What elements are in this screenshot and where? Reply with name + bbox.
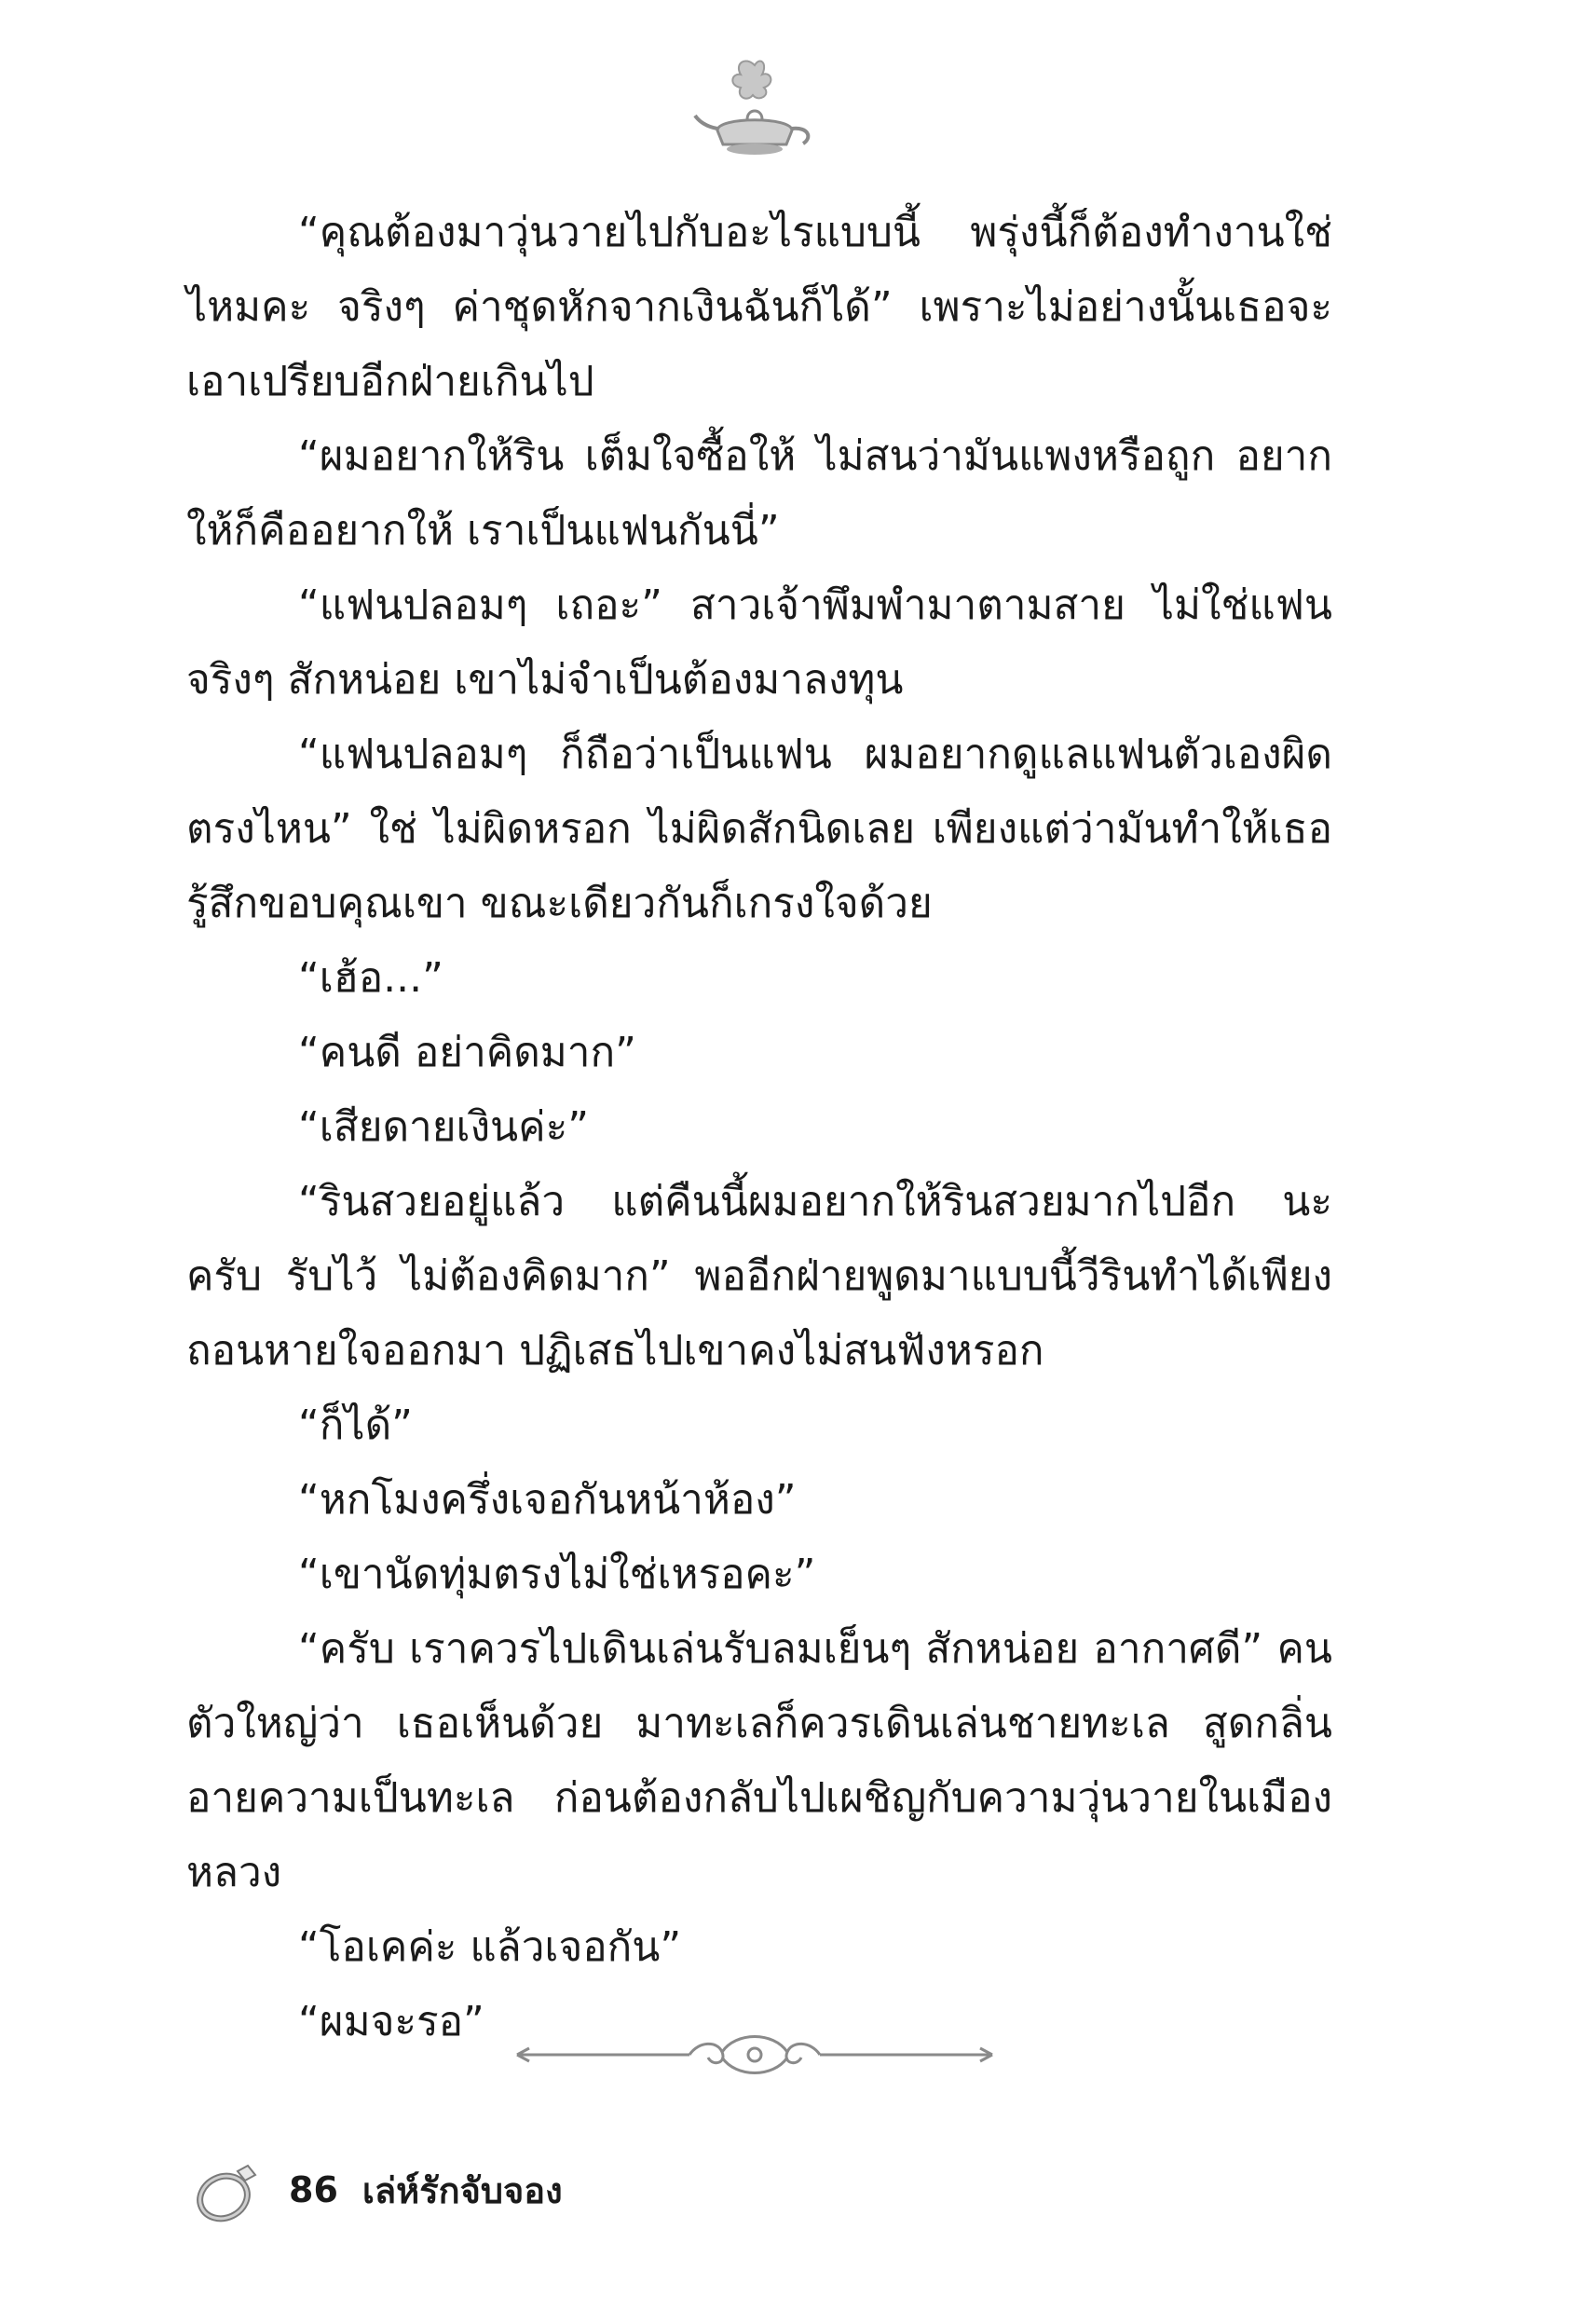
paragraph: “เฮ้อ...”: [298, 954, 443, 1002]
paragraph: “แฟนปลอมๆ ก็ถือว่าเป็นแฟน ผมอยากดูแลแฟนตัวเองผิดตรงไหน” ใช่ ไม่ผิดหรอก ไม่ผิดสักนิดเลย เพียงแต่ว่ามันทำให้เธอรู้สึกขอบคุณเขา ขณะเดียวกันก็เกรงใจด้วย: [186, 731, 1332, 927]
paragraph: “รินสวยอยู่แล้ว แต่คืนนี้ผมอยากให้รินสวยมากไปอีก นะครับ รับไว้ ไม่ต้องคิดมาก” พออีกฝ่ายพูดมาแบบนี้วีรินทำได้เพียงถอนหายใจออกมา ปฏิเสธไปเขาคงไม่สนฟังหรอก: [186, 1178, 1332, 1374]
genie-lamp-icon: [689, 47, 820, 177]
page-footer: [186, 2153, 563, 2227]
book-title: เล่ห์รักจับจอง: [361, 2169, 563, 2211]
scroll-divider-icon: [512, 2022, 997, 2087]
ring-icon: [186, 2153, 270, 2227]
paragraph: “ครับ เราควรไปเดินเล่นรับลมเย็นๆ สักหน่อย อากาศดี” คนตัวใหญ่ว่า เธอเห็นด้วย มาทะเลก็ควรเดินเล่นชายทะเล สูดกลิ่นอายความเป็นทะเล ก่อนต้องกลับไปเผชิญกับความวุ่นวายในเมืองหลวง: [186, 1625, 1332, 1896]
paragraph: “เขานัดทุ่มตรงไม่ใช่เหรอคะ”: [298, 1551, 816, 1598]
paragraph: “แฟนปลอมๆ เถอะ” สาวเจ้าพึมพำมาตามสาย ไม่ใช่แฟนจริงๆ สักหน่อย เขาไม่จำเป็นต้องมาลงทุน: [186, 581, 1332, 704]
paragraph: “ผมจะรอ”: [298, 1998, 484, 2045]
page-number: 86: [289, 2169, 338, 2210]
paragraph: “คนดี อย่าคิดมาก”: [298, 1029, 636, 1076]
paragraph: “คุณต้องมาวุ่นวายไปกับอะไรแบบนี้ พรุ่งนี้ก็ต้องทำงานใช่ไหมคะ จริงๆ ค่าชุดหักจากเงินฉันก็ได้” เพราะไม่อย่างนั้นเธอจะเอาเปรียบอีกฝ่ายเกินไป: [186, 209, 1332, 405]
paragraph: “ผมอยากให้ริน เต็มใจซื้อให้ ไม่สนว่ามันแพงหรือถูก อยากให้ก็คืออยากให้ เราเป็นแฟนกันนี่”: [186, 432, 1332, 554]
story-text: [186, 196, 1332, 2059]
paragraph: “เสียดายเงินค่ะ”: [298, 1103, 589, 1151]
paragraph: “โอเคค่ะ แล้วเจอกัน”: [298, 1923, 682, 1971]
paragraph: “หกโมงครึ่งเจอกันหน้าห้อง”: [298, 1476, 797, 1524]
paragraph: “ก็ได้”: [298, 1402, 413, 1449]
